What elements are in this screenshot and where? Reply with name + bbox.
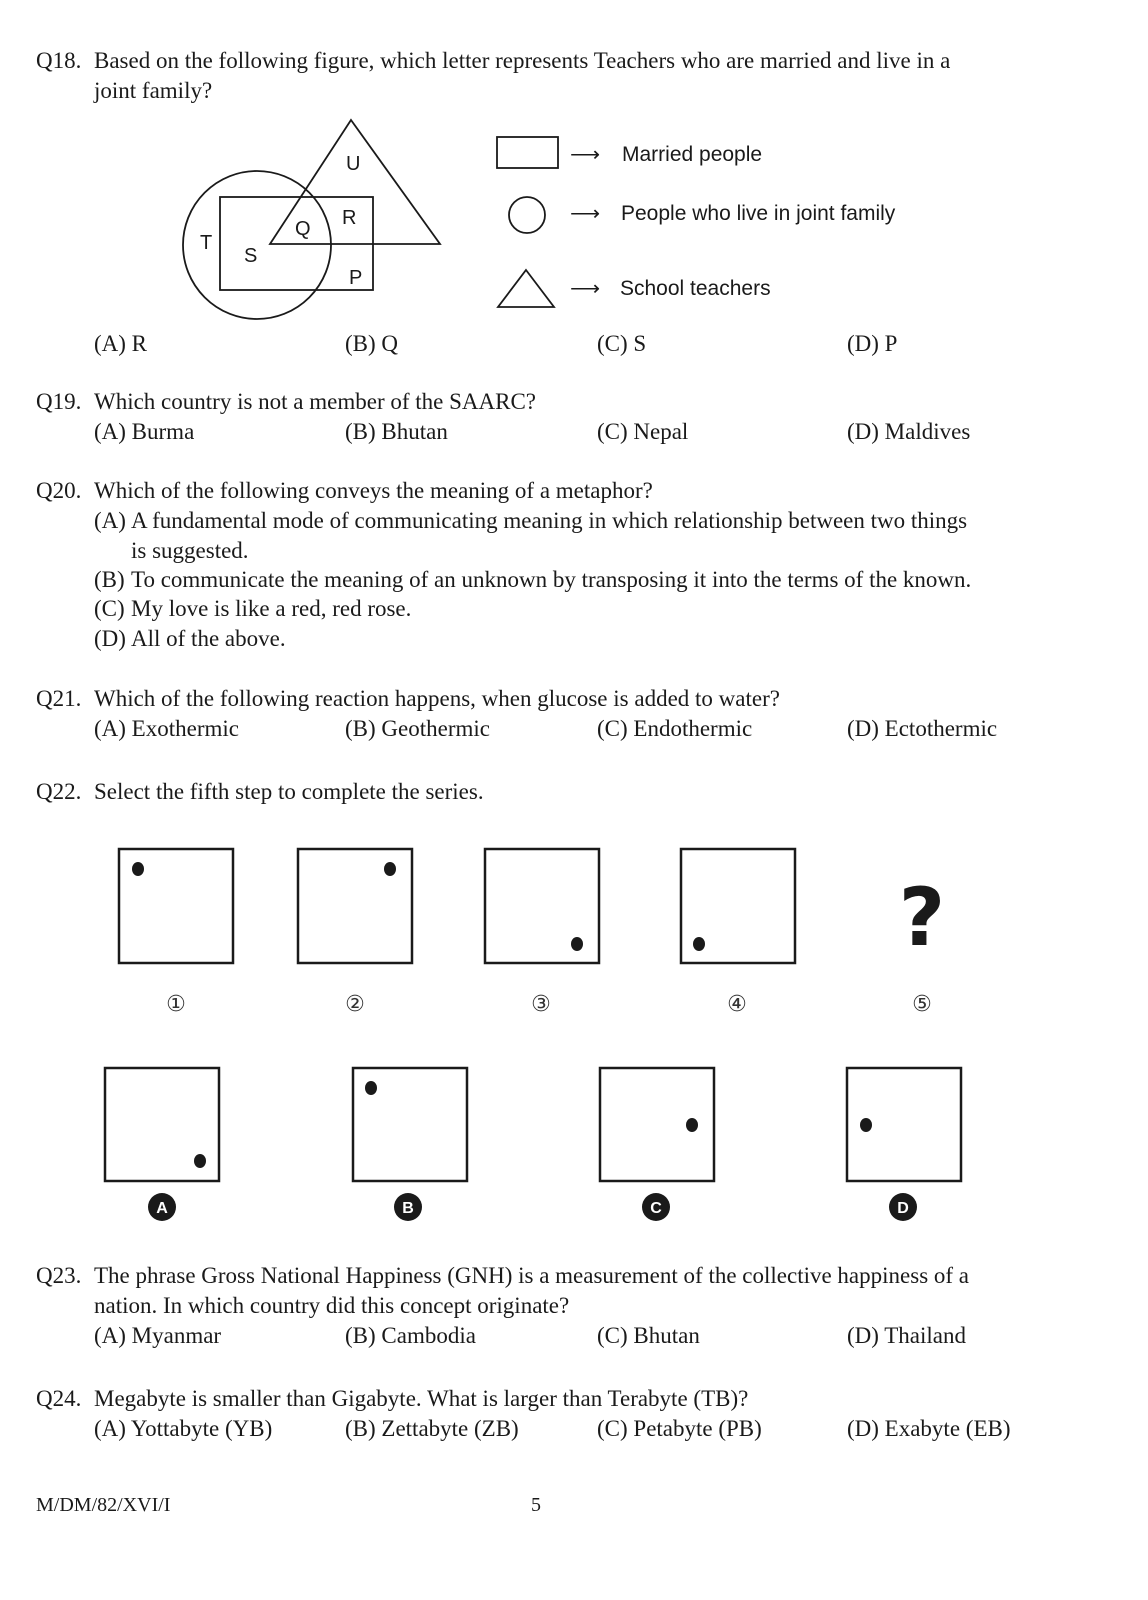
q18-text: Based on the following figure, which letter represents Teachers who are married and live in a	[94, 48, 951, 73]
q23-number: Q23.	[36, 1263, 82, 1288]
q20-option-d[interactable]: All of the above.	[131, 626, 286, 651]
legend-circle-icon	[509, 197, 545, 233]
series-dot-1	[132, 862, 144, 876]
q21-option-b[interactable]: (B) Geothermic	[345, 716, 490, 741]
label-u: U	[346, 153, 361, 175]
footer-code: M/DM/82/XVI/I	[36, 1494, 171, 1516]
q23-option-c[interactable]: (C) Bhutan	[597, 1323, 700, 1348]
q19-option-d[interactable]: (D) Maldives	[847, 419, 971, 444]
q20-option-b-label[interactable]: (B)	[94, 567, 125, 592]
q18-option-d[interactable]: (D) P	[847, 331, 898, 356]
q20-option-d-label[interactable]: (D)	[94, 626, 126, 651]
q24-option-d[interactable]: (D) Exabyte (EB)	[847, 1416, 1011, 1441]
answer-dot-d	[860, 1118, 872, 1132]
q19-option-a[interactable]: (A) Burma	[94, 419, 195, 444]
answer-letter-d: D	[897, 1200, 909, 1217]
label-r: R	[342, 207, 357, 229]
q20-number: Q20.	[36, 478, 82, 503]
q20-text: Which of the following conveys the meaning of a metaphor?	[94, 478, 653, 503]
q21-option-d[interactable]: (D) Ectothermic	[847, 716, 998, 741]
q18-text-cont: joint family?	[94, 78, 213, 103]
legend-label-married: Married people	[622, 143, 763, 166]
label-q: Q	[295, 218, 311, 240]
q24-option-c[interactable]: (C) Petabyte (PB)	[597, 1416, 762, 1441]
q18-number: Q18.	[36, 48, 82, 73]
q24-text: Megabyte is smaller than Gigabyte. What is larger than Terabyte (TB)?	[94, 1386, 749, 1411]
legend-arrow-1: ⟶	[570, 143, 601, 166]
series-dot-3	[571, 937, 583, 951]
q23-option-d[interactable]: (D) Thailand	[847, 1323, 967, 1348]
q20-option-a-label[interactable]: (A)	[94, 508, 126, 533]
q19-number: Q19.	[36, 389, 82, 414]
answer-letter-b: B	[402, 1200, 414, 1217]
q19-option-b[interactable]: (B) Bhutan	[345, 419, 448, 444]
legend-label-joint-family: People who live in joint family	[621, 202, 896, 225]
q18-option-b[interactable]: (B) Q	[345, 331, 399, 356]
legend-arrow-2: ⟶	[570, 202, 601, 225]
q20-option-c[interactable]: My love is like a red, red rose.	[131, 596, 412, 621]
series-number-3: ③	[531, 992, 551, 1017]
label-t: T	[200, 232, 213, 254]
q18-option-c[interactable]: (C) S	[597, 331, 647, 356]
q19-option-c[interactable]: (C) Nepal	[597, 419, 689, 444]
q20-option-a[interactable]: A fundamental mode of communicating meaning in which relationship between two things	[131, 508, 968, 533]
series-number-2: ②	[345, 992, 365, 1017]
q23-text: The phrase Gross National Happiness (GNH) is a measurement of the collective happiness of a	[94, 1263, 970, 1288]
legend-arrow-3: ⟶	[570, 277, 601, 300]
answer-dot-c	[686, 1118, 698, 1132]
series-number-1: ①	[166, 992, 186, 1017]
q21-number: Q21.	[36, 686, 82, 711]
q22-number: Q22.	[36, 779, 82, 804]
page-number: 5	[531, 1494, 541, 1516]
answer-letter-c: C	[650, 1200, 662, 1217]
label-p: P	[349, 267, 363, 289]
q22-text: Select the fifth step to complete the series.	[94, 779, 484, 804]
q24-option-a[interactable]: (A) Yottabyte (YB)	[94, 1416, 273, 1441]
answer-dot-a	[194, 1154, 206, 1168]
series-dot-4	[693, 937, 705, 951]
q23-option-b[interactable]: (B) Cambodia	[345, 1323, 476, 1348]
q20-option-a-cont[interactable]: is suggested.	[131, 538, 249, 563]
answer-letter-a: A	[156, 1200, 168, 1217]
question-mark: ?	[898, 871, 946, 964]
venn-diagram	[183, 120, 440, 319]
q20-option-b[interactable]: To communicate the meaning of an unknown by transposing it into the terms of the known.	[131, 567, 972, 592]
q18-option-a[interactable]: (A) R	[94, 331, 148, 356]
q21-text: Which of the following reaction happens, when glucose is added to water?	[94, 686, 780, 711]
series-number-5: ⑤	[912, 992, 932, 1017]
series-number-4: ④	[727, 992, 747, 1017]
q23-option-a[interactable]: (A) Myanmar	[94, 1323, 222, 1348]
q20-option-c-label[interactable]: (C)	[94, 596, 125, 621]
q24-option-b[interactable]: (B) Zettabyte (ZB)	[345, 1416, 519, 1441]
label-s: S	[244, 245, 258, 267]
legend-triangle-icon	[498, 270, 554, 307]
q24-number: Q24.	[36, 1386, 82, 1411]
legend-rectangle-icon	[497, 137, 558, 168]
q19-text: Which country is not a member of the SAARC?	[94, 389, 537, 414]
legend-label-teachers: School teachers	[620, 277, 771, 300]
q21-option-c[interactable]: (C) Endothermic	[597, 716, 753, 741]
answer-dot-b	[365, 1081, 377, 1095]
series-dot-2	[384, 862, 396, 876]
q23-text-cont: nation. In which country did this concept originate?	[94, 1293, 570, 1318]
q21-option-a[interactable]: (A) Exothermic	[94, 716, 239, 741]
